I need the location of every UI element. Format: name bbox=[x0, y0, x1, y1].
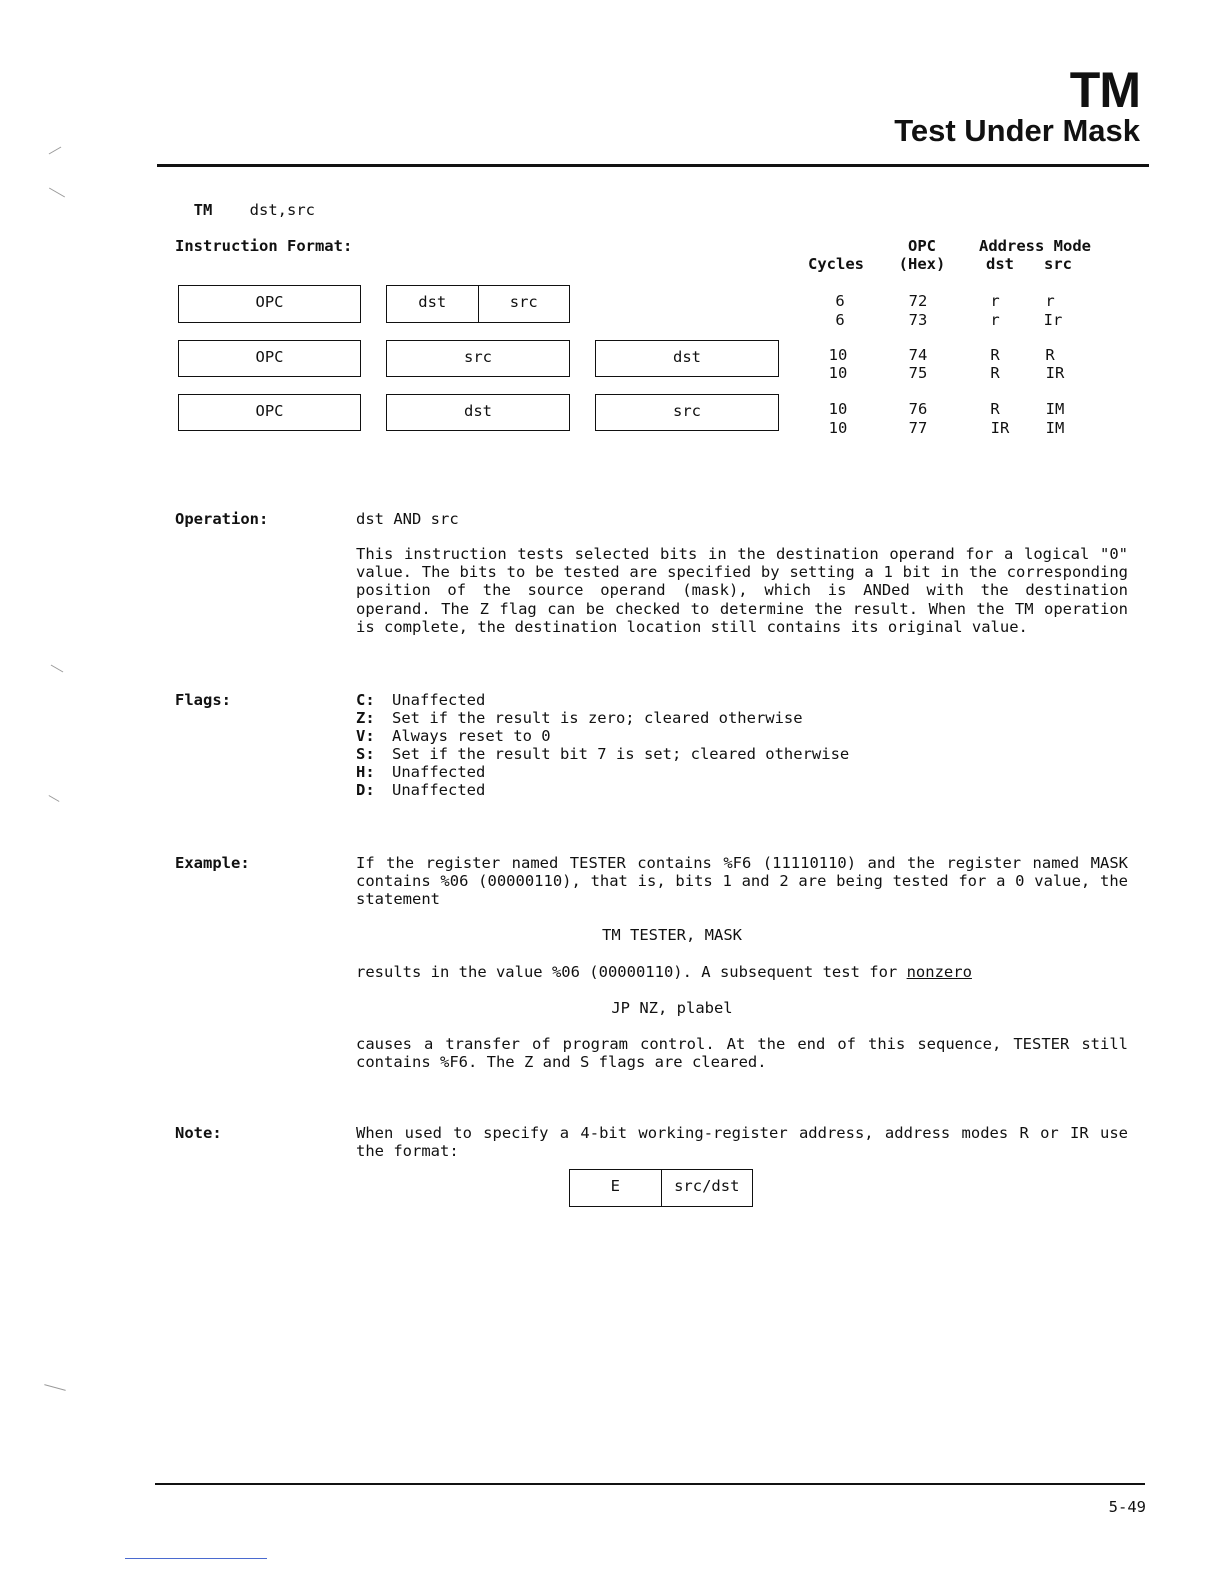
margin-mark bbox=[49, 795, 60, 802]
note-e-cell: E bbox=[610, 1177, 620, 1195]
header-opc-line2: (Hex) bbox=[898, 255, 946, 273]
flag-c-text: Unaffected bbox=[392, 691, 486, 709]
format3-row2-opc: 77 bbox=[908, 419, 928, 437]
footer-rule bbox=[155, 1483, 1145, 1485]
flag-s-text: Set if the result bit 7 is set; cleared otherwise bbox=[392, 745, 850, 763]
operation-expression: dst AND src bbox=[356, 510, 459, 528]
example-nonzero-term: nonzero bbox=[906, 963, 972, 981]
format1-opc-box bbox=[178, 285, 361, 323]
example-paragraph-2-text: results in the value %06 (00000110). A subsequent test for bbox=[356, 963, 898, 981]
format2-row2-dst: R bbox=[990, 364, 1000, 382]
syntax-operands: dst,src bbox=[249, 201, 315, 219]
flag-z-key: Z: bbox=[356, 709, 375, 727]
note-format-box bbox=[569, 1169, 753, 1207]
format1-row2-src: Ir bbox=[1043, 311, 1063, 329]
format2-opc-box bbox=[178, 340, 361, 377]
format2-row2-src: IR bbox=[1045, 364, 1065, 382]
format1-src-cell: src bbox=[478, 286, 570, 322]
margin-mark bbox=[51, 665, 64, 673]
example-paragraph-3: causes a transfer of program control. At the end of this sequence, TESTER still contains %F6. The Z and S flags are cleared. bbox=[356, 1035, 1128, 1072]
format3-row1-src: IM bbox=[1045, 400, 1065, 418]
header-rule bbox=[157, 164, 1149, 167]
format3-opc-cell: OPC bbox=[255, 402, 284, 420]
format2-row1-dst: R bbox=[990, 346, 1000, 364]
format2-opc-cell: OPC bbox=[255, 348, 284, 366]
format3-dst-box bbox=[386, 394, 570, 431]
format3-row1-cycles: 10 bbox=[828, 400, 848, 418]
format2-row1-src: R bbox=[1045, 346, 1055, 364]
format1-row1-dst: r bbox=[990, 292, 1000, 310]
flag-v-key: V: bbox=[356, 727, 375, 745]
format3-src-box bbox=[595, 394, 779, 431]
format1-operand-box bbox=[386, 285, 570, 323]
flag-z-text: Set if the result is zero; cleared otherwise bbox=[392, 709, 803, 727]
margin-mark bbox=[44, 1384, 66, 1391]
syntax-mnemonic: TM bbox=[193, 201, 213, 219]
note-text: When used to specify a 4-bit working-register address, address modes R or IR use the format: bbox=[356, 1124, 1128, 1161]
format2-src-cell: src bbox=[464, 348, 492, 366]
flag-s bbox=[356, 745, 849, 763]
operation-label: Operation: bbox=[175, 510, 269, 528]
format1-row1-cycles: 6 bbox=[835, 292, 845, 310]
page-title: Test Under Mask bbox=[894, 113, 1140, 148]
note-label: Note: bbox=[175, 1124, 222, 1142]
example-paragraph-1: If the register named TESTER contains %F6 (11110110) and the register named MASK contains %06 (00000110), that is, bits 1 and 2 are being tested for a 0 value, the statement bbox=[356, 854, 1128, 909]
page-title-mnemonic: TM bbox=[1069, 62, 1140, 118]
format1-dst-cell: dst bbox=[418, 293, 447, 311]
flag-d-key: D: bbox=[356, 781, 375, 799]
flag-d-text: Unaffected bbox=[392, 781, 486, 799]
format2-row1-opc: 74 bbox=[908, 346, 928, 364]
flag-z bbox=[356, 709, 803, 727]
format2-row2-cycles: 10 bbox=[828, 364, 848, 382]
format2-dst-box bbox=[595, 340, 779, 377]
operation-description: This instruction tests selected bits in the destination operand for a logical "0" value. The bits to be tested are specified by setting a 1 bit in the corresponding position of the source operand (mask), which is ANDed with the destination operand. The Z flag can be checked to determine the result. When the TM operation is complete, the destination location still contains its original value. bbox=[356, 545, 1128, 636]
format3-src-cell: src bbox=[673, 402, 701, 420]
format2-src-box bbox=[386, 340, 570, 377]
format1-row1-src: r bbox=[1045, 292, 1055, 310]
example-statement: TM TESTER, MASK bbox=[602, 926, 742, 944]
format3-row1-opc: 76 bbox=[908, 400, 928, 418]
flag-h-text: Unaffected bbox=[392, 763, 486, 781]
example-paragraph-2 bbox=[356, 963, 1128, 981]
header-opc-line1: OPC bbox=[908, 237, 936, 255]
format2-row2-opc: 75 bbox=[908, 364, 928, 382]
format1-row2-dst: r bbox=[990, 311, 1000, 329]
flag-v bbox=[356, 727, 551, 745]
bottom-edge-line bbox=[125, 1558, 267, 1559]
margin-mark bbox=[49, 147, 62, 155]
format1-row1-opc: 72 bbox=[908, 292, 928, 310]
format2-row1-cycles: 10 bbox=[828, 346, 848, 364]
example-statement-2: JP NZ, plabel bbox=[611, 999, 733, 1017]
page-number: 5-49 bbox=[1108, 1498, 1146, 1516]
margin-mark bbox=[49, 188, 65, 198]
flags-label: Flags: bbox=[175, 691, 231, 709]
format2-dst-cell: dst bbox=[673, 348, 701, 366]
header-addr-dst: dst bbox=[986, 255, 1014, 273]
flag-h-key: H: bbox=[356, 763, 375, 781]
format3-row2-dst: IR bbox=[990, 419, 1010, 437]
format3-dst-cell: dst bbox=[464, 402, 492, 420]
format3-opc-box bbox=[178, 394, 361, 431]
format3-row2-src: IM bbox=[1045, 419, 1065, 437]
format1-row2-cycles: 6 bbox=[835, 311, 845, 329]
header-address-mode: Address Mode bbox=[979, 237, 1091, 255]
format3-row1-dst: R bbox=[990, 400, 1000, 418]
flag-c-key: C: bbox=[356, 691, 375, 709]
example-label: Example: bbox=[175, 854, 250, 872]
syntax-line bbox=[175, 183, 315, 219]
format1-row2-opc: 73 bbox=[908, 311, 928, 329]
instruction-format-label: Instruction Format: bbox=[175, 237, 353, 255]
flag-d bbox=[356, 781, 485, 799]
flag-c bbox=[356, 691, 485, 709]
format1-opc-cell: OPC bbox=[255, 293, 284, 311]
flag-v-text: Always reset to 0 bbox=[392, 727, 551, 745]
header-cycles: Cycles bbox=[808, 255, 864, 273]
flag-s-key: S: bbox=[356, 745, 375, 763]
flag-h bbox=[356, 763, 485, 781]
header-addr-src: src bbox=[1044, 255, 1072, 273]
note-src-dst-cell: src/dst bbox=[661, 1170, 753, 1206]
format3-row2-cycles: 10 bbox=[828, 419, 848, 437]
